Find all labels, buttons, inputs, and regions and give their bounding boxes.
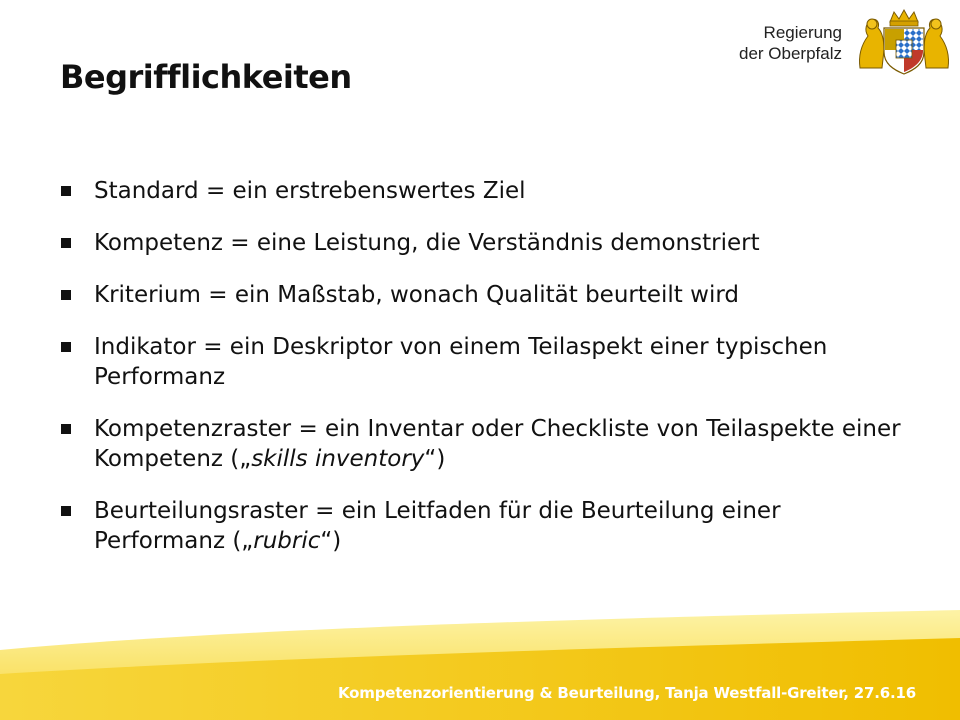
bullet-text: “) bbox=[424, 446, 446, 472]
bullet-italic-text: rubric bbox=[253, 528, 321, 554]
bullet-text: “) bbox=[320, 528, 342, 554]
square-bullet-icon bbox=[61, 506, 71, 516]
footer-band bbox=[0, 610, 960, 720]
org-name-line1: Regierung bbox=[763, 23, 842, 42]
bullet-item bbox=[58, 228, 918, 258]
bullet-italic-text: skills inventory bbox=[251, 446, 425, 472]
bullet-text: Kompetenz = eine Leistung, die Verständnis demonstriert bbox=[94, 230, 760, 256]
bullet-text: Kriterium = ein Maßstab, wonach Qualität beurteilt wird bbox=[94, 282, 739, 308]
bullet-item bbox=[58, 414, 918, 474]
bullet-item bbox=[58, 496, 918, 556]
bullet-text: Beurteilungsraster = ein Leitfaden für die Beurteilung einer Performanz („ bbox=[94, 498, 781, 554]
organization-name bbox=[739, 22, 842, 64]
footer-text: Kompetenzorientierung & Beurteilung, Tanja Westfall-Greiter, 27.6.16 bbox=[338, 684, 916, 702]
square-bullet-icon bbox=[61, 238, 71, 248]
org-name-line2: der Oberpfalz bbox=[739, 44, 842, 63]
bullet-item bbox=[58, 176, 918, 206]
bullet-text: Standard = ein erstrebenswertes Ziel bbox=[94, 178, 526, 204]
bullet-item bbox=[58, 280, 918, 310]
coat-of-arms-icon bbox=[856, 6, 952, 76]
square-bullet-icon bbox=[61, 424, 71, 434]
bullet-list bbox=[58, 176, 918, 578]
bullet-text: Indikator = ein Deskriptor von einem Teilaspekt einer typischen Performanz bbox=[94, 334, 828, 390]
slide-title: Begrifflichkeiten bbox=[60, 58, 352, 96]
square-bullet-icon bbox=[61, 186, 71, 196]
square-bullet-icon bbox=[61, 342, 71, 352]
bullet-item bbox=[58, 332, 918, 392]
square-bullet-icon bbox=[61, 290, 71, 300]
bullet-text: Kompetenzraster = ein Inventar oder Checkliste von Teilaspekte einer Kompetenz („ bbox=[94, 416, 901, 472]
